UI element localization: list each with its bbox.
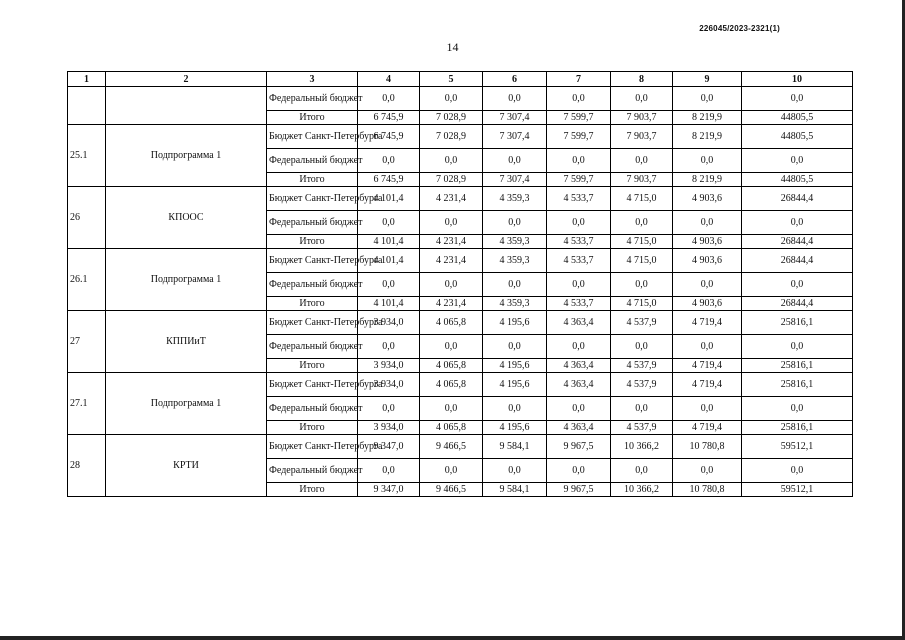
value-cell: 7 028,9 bbox=[420, 111, 483, 125]
value-cell: 4 101,4 bbox=[358, 187, 420, 211]
table-row bbox=[68, 373, 853, 397]
value-cell: 4 231,4 bbox=[420, 297, 483, 311]
value-cell: 25816,1 bbox=[742, 373, 853, 397]
value-cell: 0,0 bbox=[742, 397, 853, 421]
value-cell: 0,0 bbox=[420, 211, 483, 235]
value-cell: 7 307,4 bbox=[483, 125, 547, 149]
column-header: 6 bbox=[483, 72, 547, 87]
value-cell: 0,0 bbox=[611, 273, 673, 297]
value-cell: 0,0 bbox=[420, 397, 483, 421]
value-cell: 4 195,6 bbox=[483, 311, 547, 335]
value-cell: 4 719,4 bbox=[673, 373, 742, 397]
row-number-cell: 26 bbox=[68, 187, 106, 249]
document-number: 226045/2023-2321(1) bbox=[699, 24, 780, 33]
value-cell: 26844,4 bbox=[742, 187, 853, 211]
funding-source-cell: Бюджет Санкт-Петербурга bbox=[267, 373, 358, 397]
value-cell: 0,0 bbox=[742, 149, 853, 173]
program-name-cell bbox=[106, 87, 267, 125]
value-cell: 4 359,3 bbox=[483, 249, 547, 273]
value-cell: 4 363,4 bbox=[547, 421, 611, 435]
value-cell: 0,0 bbox=[673, 397, 742, 421]
value-cell: 0,0 bbox=[673, 149, 742, 173]
value-cell: 4 715,0 bbox=[611, 235, 673, 249]
column-header: 10 bbox=[742, 72, 853, 87]
value-cell: 3 934,0 bbox=[358, 359, 420, 373]
row-number-cell: 27.1 bbox=[68, 373, 106, 435]
value-cell: 7 028,9 bbox=[420, 125, 483, 149]
value-cell: 0,0 bbox=[673, 459, 742, 483]
value-cell: 0,0 bbox=[611, 459, 673, 483]
funding-source-cell: Итого bbox=[267, 421, 358, 435]
value-cell: 26844,4 bbox=[742, 235, 853, 249]
value-cell: 9 347,0 bbox=[358, 483, 420, 497]
value-cell: 0,0 bbox=[420, 459, 483, 483]
value-cell: 0,0 bbox=[742, 211, 853, 235]
page-number: 14 bbox=[446, 40, 459, 54]
value-cell: 10 366,2 bbox=[611, 483, 673, 497]
funding-source-cell: Итого bbox=[267, 297, 358, 311]
value-cell: 0,0 bbox=[483, 335, 547, 359]
value-cell: 10 366,2 bbox=[611, 435, 673, 459]
value-cell: 4 101,4 bbox=[358, 297, 420, 311]
funding-source-cell: Федеральный бюджет bbox=[267, 149, 358, 173]
funding-source-cell: Бюджет Санкт-Петербурга bbox=[267, 125, 358, 149]
column-header: 4 bbox=[358, 72, 420, 87]
value-cell: 0,0 bbox=[742, 335, 853, 359]
value-cell: 25816,1 bbox=[742, 359, 853, 373]
value-cell: 0,0 bbox=[358, 87, 420, 111]
column-header: 2 bbox=[106, 72, 267, 87]
value-cell: 9 466,5 bbox=[420, 435, 483, 459]
table-body bbox=[68, 87, 853, 497]
value-cell: 6 745,9 bbox=[358, 173, 420, 187]
funding-source-cell: Итого bbox=[267, 235, 358, 249]
value-cell: 59512,1 bbox=[742, 483, 853, 497]
value-cell: 4 715,0 bbox=[611, 187, 673, 211]
value-cell: 7 307,4 bbox=[483, 111, 547, 125]
value-cell: 0,0 bbox=[611, 87, 673, 111]
funding-source-cell: Итого bbox=[267, 483, 358, 497]
value-cell: 4 363,4 bbox=[547, 359, 611, 373]
value-cell: 0,0 bbox=[420, 149, 483, 173]
value-cell: 4 231,4 bbox=[420, 249, 483, 273]
funding-source-cell: Федеральный бюджет bbox=[267, 459, 358, 483]
value-cell: 9 347,0 bbox=[358, 435, 420, 459]
value-cell: 4 101,4 bbox=[358, 249, 420, 273]
value-cell: 4 533,7 bbox=[547, 249, 611, 273]
value-cell: 4 231,4 bbox=[420, 235, 483, 249]
value-cell: 4 363,4 bbox=[547, 373, 611, 397]
table-row bbox=[68, 435, 853, 459]
value-cell: 4 537,9 bbox=[611, 373, 673, 397]
funding-source-cell: Бюджет Санкт-Петербурга bbox=[267, 187, 358, 211]
funding-source-cell: Итого bbox=[267, 359, 358, 373]
value-cell: 44805,5 bbox=[742, 111, 853, 125]
table-row bbox=[68, 87, 853, 111]
value-cell: 7 028,9 bbox=[420, 173, 483, 187]
value-cell: 0,0 bbox=[742, 459, 853, 483]
value-cell: 4 065,8 bbox=[420, 311, 483, 335]
funding-source-cell: Федеральный бюджет bbox=[267, 335, 358, 359]
value-cell: 4 195,6 bbox=[483, 421, 547, 435]
value-cell: 0,0 bbox=[611, 211, 673, 235]
value-cell: 0,0 bbox=[673, 273, 742, 297]
column-header: 7 bbox=[547, 72, 611, 87]
value-cell: 4 195,6 bbox=[483, 373, 547, 397]
value-cell: 4 065,8 bbox=[420, 373, 483, 397]
funding-source-cell: Бюджет Санкт-Петербурга bbox=[267, 435, 358, 459]
value-cell: 4 195,6 bbox=[483, 359, 547, 373]
value-cell: 7 599,7 bbox=[547, 173, 611, 187]
table-row bbox=[68, 187, 853, 211]
value-cell: 0,0 bbox=[483, 459, 547, 483]
value-cell: 4 363,4 bbox=[547, 311, 611, 335]
value-cell: 0,0 bbox=[358, 459, 420, 483]
value-cell: 4 065,8 bbox=[420, 421, 483, 435]
table-row bbox=[68, 311, 853, 335]
value-cell: 6 745,9 bbox=[358, 125, 420, 149]
value-cell: 4 101,4 bbox=[358, 235, 420, 249]
value-cell: 4 903,6 bbox=[673, 235, 742, 249]
value-cell: 7 307,4 bbox=[483, 173, 547, 187]
row-number-cell: 28 bbox=[68, 435, 106, 497]
value-cell: 26844,4 bbox=[742, 249, 853, 273]
value-cell: 7 903,7 bbox=[611, 125, 673, 149]
value-cell: 4 533,7 bbox=[547, 187, 611, 211]
value-cell: 3 934,0 bbox=[358, 373, 420, 397]
funding-source-cell: Федеральный бюджет bbox=[267, 211, 358, 235]
value-cell: 0,0 bbox=[483, 211, 547, 235]
value-cell: 9 967,5 bbox=[547, 435, 611, 459]
value-cell: 9 967,5 bbox=[547, 483, 611, 497]
row-number-cell: 27 bbox=[68, 311, 106, 373]
value-cell: 0,0 bbox=[358, 211, 420, 235]
value-cell: 25816,1 bbox=[742, 421, 853, 435]
value-cell: 25816,1 bbox=[742, 311, 853, 335]
value-cell: 0,0 bbox=[673, 335, 742, 359]
value-cell: 0,0 bbox=[547, 273, 611, 297]
value-cell: 0,0 bbox=[483, 149, 547, 173]
value-cell: 4 903,6 bbox=[673, 187, 742, 211]
program-name-cell: Подпрограмма 1 bbox=[106, 125, 267, 187]
value-cell: 0,0 bbox=[420, 273, 483, 297]
value-cell: 0,0 bbox=[547, 397, 611, 421]
value-cell: 44805,5 bbox=[742, 173, 853, 187]
value-cell: 4 533,7 bbox=[547, 297, 611, 311]
program-name-cell: Подпрограмма 1 bbox=[106, 373, 267, 435]
funding-source-cell: Федеральный бюджет bbox=[267, 87, 358, 111]
value-cell: 10 780,8 bbox=[673, 435, 742, 459]
value-cell: 0,0 bbox=[547, 335, 611, 359]
value-cell: 8 219,9 bbox=[673, 173, 742, 187]
value-cell: 4 719,4 bbox=[673, 359, 742, 373]
value-cell: 4 719,4 bbox=[673, 311, 742, 335]
value-cell: 7 599,7 bbox=[547, 111, 611, 125]
row-number-cell bbox=[68, 87, 106, 125]
value-cell: 4 231,4 bbox=[420, 187, 483, 211]
program-name-cell: КПООС bbox=[106, 187, 267, 249]
table-row bbox=[68, 125, 853, 149]
value-cell: 8 219,9 bbox=[673, 125, 742, 149]
column-header: 3 bbox=[267, 72, 358, 87]
budget-table bbox=[67, 71, 853, 497]
value-cell: 0,0 bbox=[547, 459, 611, 483]
value-cell: 7 903,7 bbox=[611, 173, 673, 187]
value-cell: 0,0 bbox=[611, 397, 673, 421]
value-cell: 0,0 bbox=[547, 211, 611, 235]
row-number-cell: 26.1 bbox=[68, 249, 106, 311]
scan-edge-bottom bbox=[0, 636, 905, 640]
value-cell: 0,0 bbox=[673, 211, 742, 235]
program-name-cell: Подпрограмма 1 bbox=[106, 249, 267, 311]
value-cell: 4 537,9 bbox=[611, 311, 673, 335]
value-cell: 0,0 bbox=[358, 149, 420, 173]
value-cell: 4 065,8 bbox=[420, 359, 483, 373]
funding-source-cell: Бюджет Санкт-Петербурга bbox=[267, 311, 358, 335]
value-cell: 0,0 bbox=[673, 87, 742, 111]
value-cell: 4 715,0 bbox=[611, 249, 673, 273]
value-cell: 7 599,7 bbox=[547, 125, 611, 149]
value-cell: 4 359,3 bbox=[483, 187, 547, 211]
value-cell: 9 584,1 bbox=[483, 483, 547, 497]
value-cell: 0,0 bbox=[358, 273, 420, 297]
value-cell: 0,0 bbox=[483, 397, 547, 421]
program-name-cell: КППИиТ bbox=[106, 311, 267, 373]
header-row bbox=[68, 72, 853, 87]
column-header: 8 bbox=[611, 72, 673, 87]
value-cell: 4 537,9 bbox=[611, 359, 673, 373]
value-cell: 0,0 bbox=[420, 87, 483, 111]
value-cell: 10 780,8 bbox=[673, 483, 742, 497]
value-cell: 0,0 bbox=[742, 273, 853, 297]
funding-source-cell: Итого bbox=[267, 173, 358, 187]
funding-source-cell: Федеральный бюджет bbox=[267, 397, 358, 421]
row-number-cell: 25.1 bbox=[68, 125, 106, 187]
value-cell: 0,0 bbox=[483, 87, 547, 111]
value-cell: 0,0 bbox=[483, 273, 547, 297]
funding-source-cell: Бюджет Санкт-Петербурга bbox=[267, 249, 358, 273]
value-cell: 0,0 bbox=[611, 335, 673, 359]
value-cell: 9 466,5 bbox=[420, 483, 483, 497]
value-cell: 0,0 bbox=[358, 397, 420, 421]
table-row bbox=[68, 249, 853, 273]
value-cell: 4 715,0 bbox=[611, 297, 673, 311]
value-cell: 0,0 bbox=[547, 87, 611, 111]
program-name-cell: КРТИ bbox=[106, 435, 267, 497]
column-header: 5 bbox=[420, 72, 483, 87]
value-cell: 0,0 bbox=[420, 335, 483, 359]
value-cell: 8 219,9 bbox=[673, 111, 742, 125]
value-cell: 0,0 bbox=[547, 149, 611, 173]
value-cell: 4 537,9 bbox=[611, 421, 673, 435]
value-cell: 4 719,4 bbox=[673, 421, 742, 435]
value-cell: 4 359,3 bbox=[483, 297, 547, 311]
value-cell: 0,0 bbox=[742, 87, 853, 111]
value-cell: 59512,1 bbox=[742, 435, 853, 459]
value-cell: 4 533,7 bbox=[547, 235, 611, 249]
value-cell: 3 934,0 bbox=[358, 421, 420, 435]
column-header: 9 bbox=[673, 72, 742, 87]
funding-source-cell: Федеральный бюджет bbox=[267, 273, 358, 297]
value-cell: 26844,4 bbox=[742, 297, 853, 311]
value-cell: 6 745,9 bbox=[358, 111, 420, 125]
funding-source-cell: Итого bbox=[267, 111, 358, 125]
value-cell: 9 584,1 bbox=[483, 435, 547, 459]
value-cell: 7 903,7 bbox=[611, 111, 673, 125]
value-cell: 44805,5 bbox=[742, 125, 853, 149]
column-header: 1 bbox=[68, 72, 106, 87]
value-cell: 0,0 bbox=[358, 335, 420, 359]
value-cell: 4 359,3 bbox=[483, 235, 547, 249]
value-cell: 4 903,6 bbox=[673, 297, 742, 311]
value-cell: 4 903,6 bbox=[673, 249, 742, 273]
value-cell: 3 934,0 bbox=[358, 311, 420, 335]
value-cell: 0,0 bbox=[611, 149, 673, 173]
